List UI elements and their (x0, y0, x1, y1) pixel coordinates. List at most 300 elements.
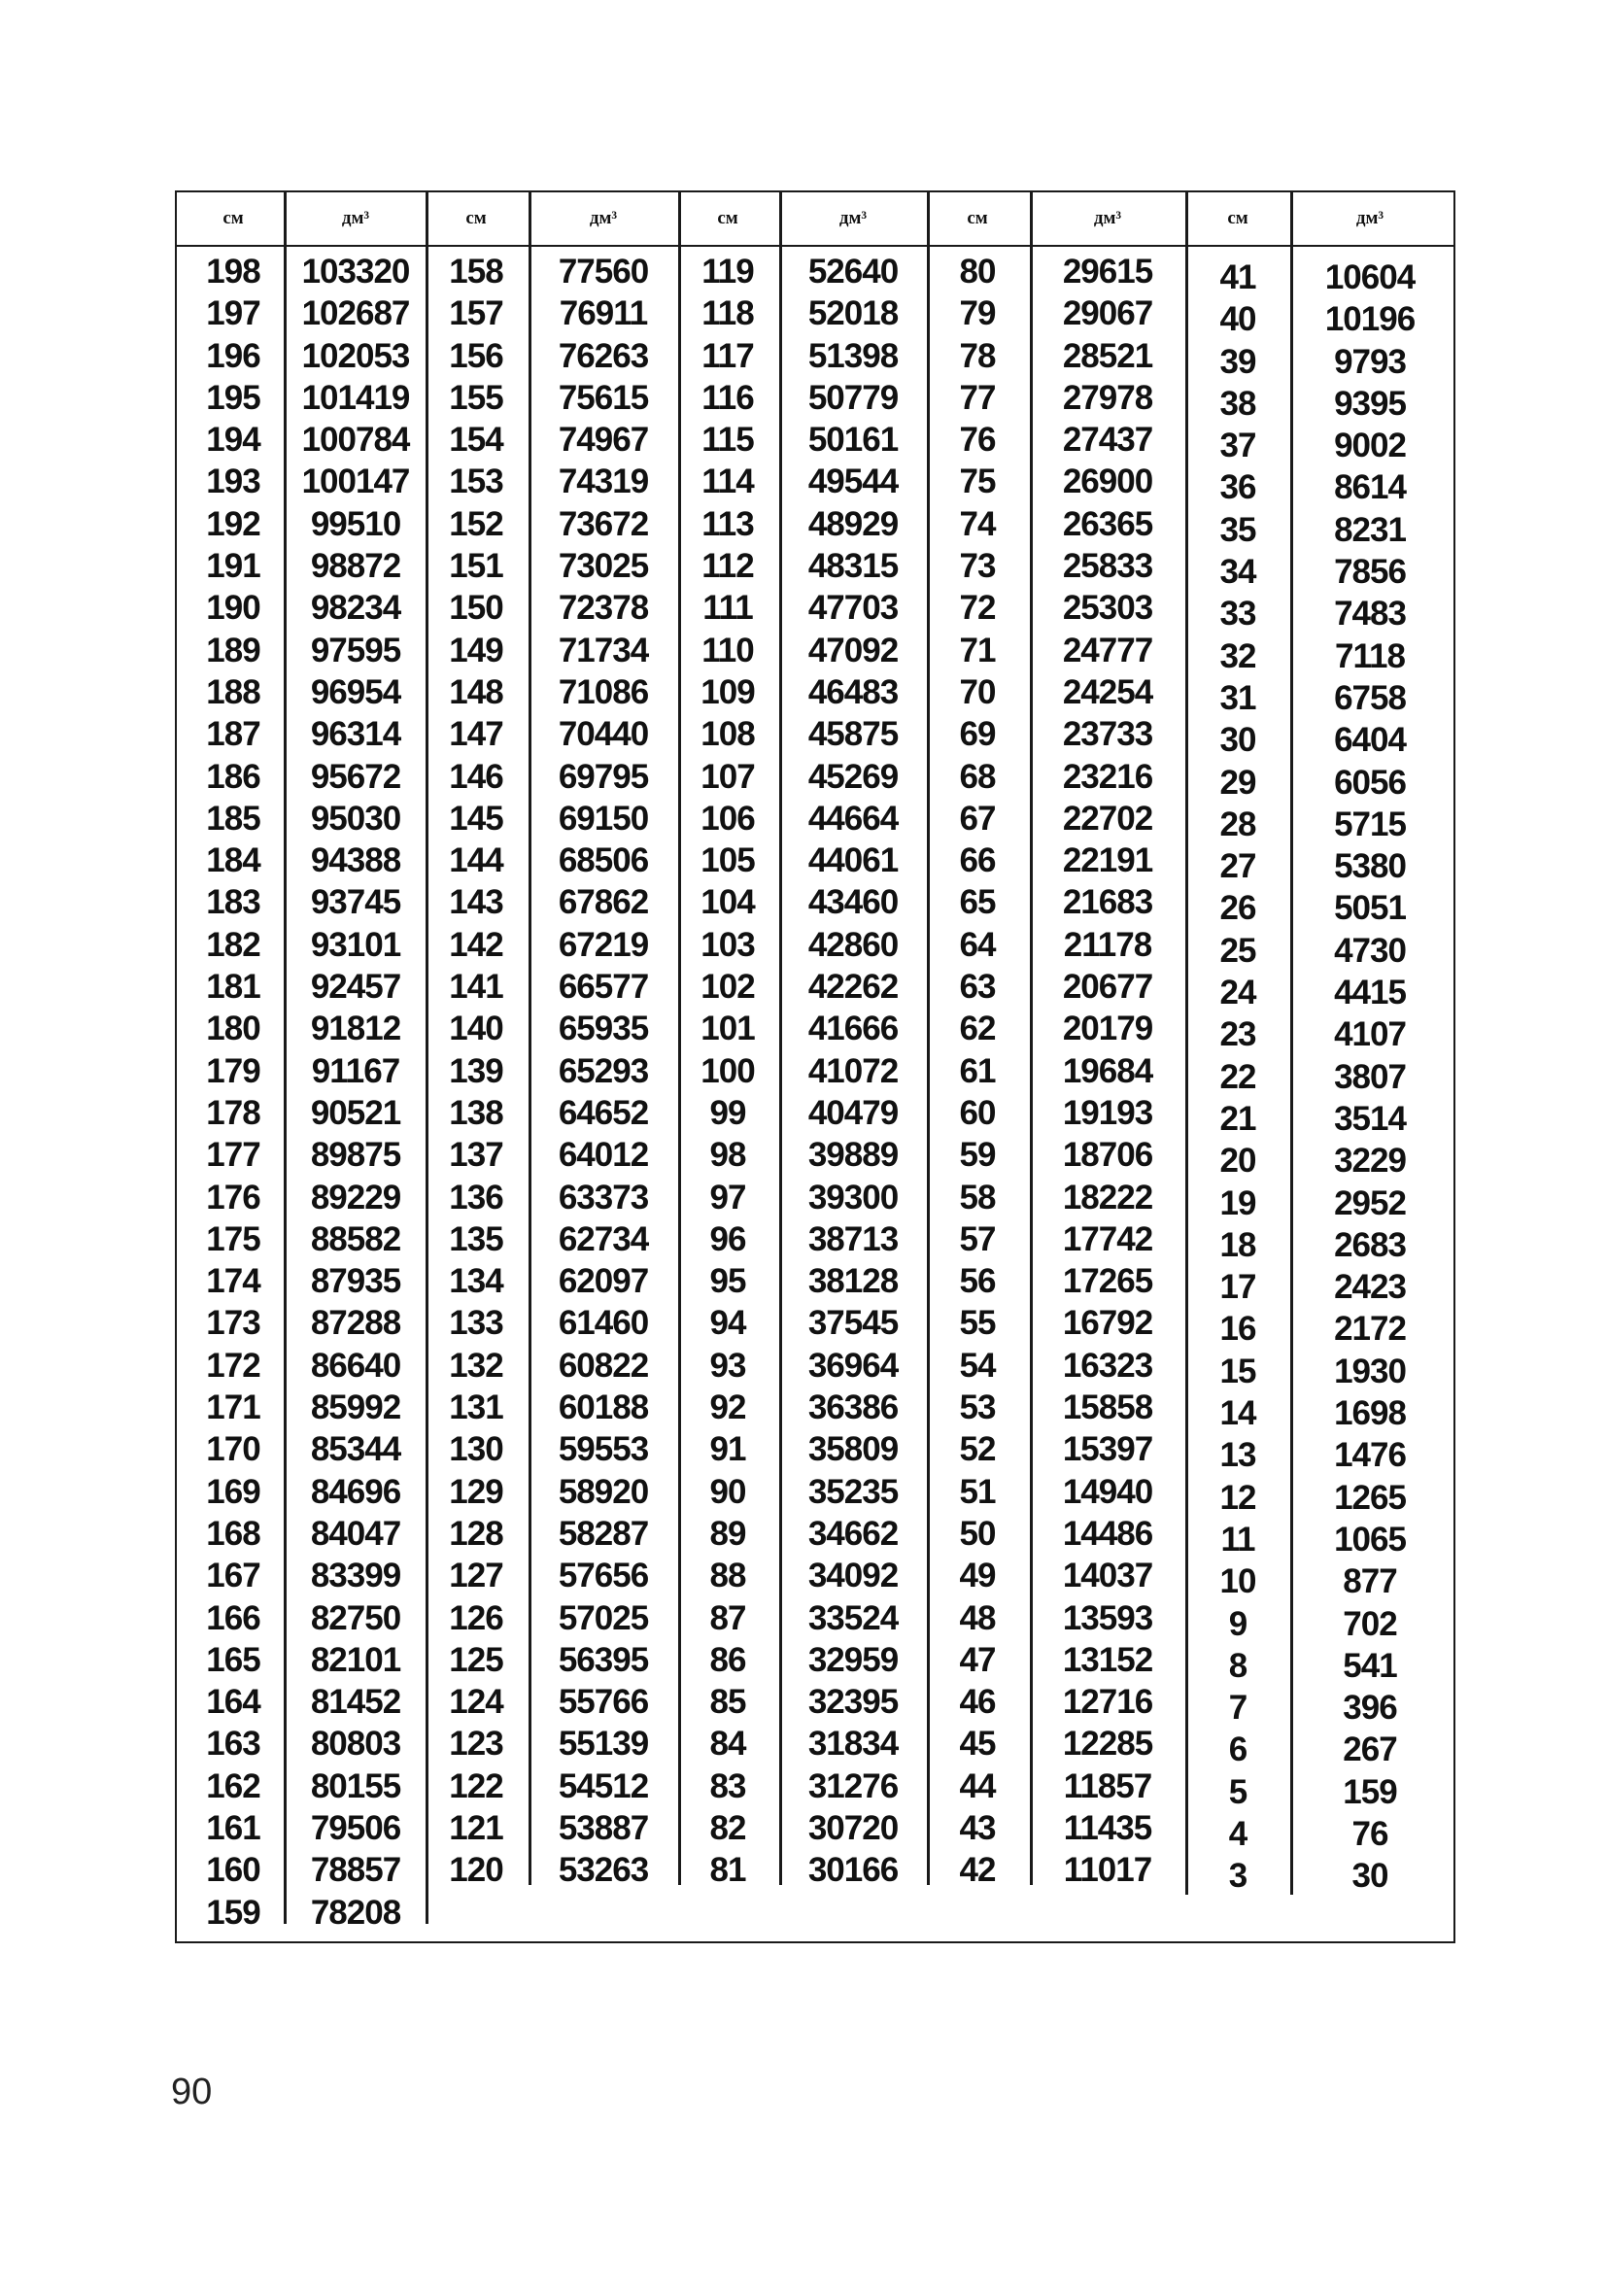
height-cm-cell: 100 (700, 1051, 755, 1090)
height-cm-cell: 72 (959, 589, 996, 628)
height-cm-cell: 40 (1219, 300, 1256, 339)
height-cm-cell: 149 (449, 631, 503, 669)
volume-dm3-cell: 44061 (807, 841, 899, 880)
height-cm-cell: 169 (206, 1472, 260, 1511)
volume-dm3-cell: 27978 (1062, 378, 1153, 417)
volume-dm3-cell: 78208 (310, 1893, 401, 1932)
height-cm-cell: 30 (1219, 721, 1256, 760)
volume-dm3-cell: 90521 (310, 1093, 401, 1132)
volume-dm3-cell: 10196 (1324, 300, 1416, 339)
height-cm-cell: 174 (206, 1262, 260, 1301)
volume-dm3-cell: 39889 (807, 1136, 899, 1175)
volume-dm3-cell: 1265 (1334, 1478, 1406, 1517)
height-cm-cell: 111 (702, 589, 753, 628)
height-cm-cell: 138 (449, 1093, 503, 1132)
height-cm-cell: 104 (700, 883, 755, 922)
header-cm-5: см (1227, 208, 1248, 228)
volume-dm3-cell: 70440 (558, 715, 649, 754)
height-cm-cell: 5 (1228, 1772, 1247, 1811)
height-cm-cell: 113 (701, 504, 754, 543)
height-cm-cell: 154 (449, 421, 503, 460)
volume-dm3-cell: 76911 (559, 294, 648, 333)
height-cm-cell: 3 (1228, 1857, 1247, 1896)
volume-dm3-cell: 46483 (807, 672, 899, 711)
volume-dm3-cell: 18222 (1062, 1178, 1153, 1217)
volume-dm3-cell: 68506 (558, 841, 649, 880)
volume-dm3-cell: 1698 (1334, 1394, 1406, 1433)
volume-dm3-cell: 87935 (310, 1262, 401, 1301)
volume-dm3-cell: 67862 (558, 883, 649, 922)
volume-dm3-cell: 63373 (558, 1178, 649, 1217)
height-cm-cell: 33 (1219, 595, 1256, 634)
dm3-column-4 (1032, 251, 1183, 1892)
height-cm-cell: 99 (709, 1093, 746, 1132)
height-cm-cell: 155 (449, 378, 503, 417)
height-cm-cell: 96 (709, 1219, 746, 1258)
volume-dm3-cell: 60822 (558, 1346, 649, 1385)
volume-dm3-cell: 91167 (311, 1051, 400, 1090)
height-cm-cell: 145 (449, 799, 503, 838)
height-cm-cell: 137 (449, 1136, 503, 1175)
volume-dm3-cell: 57656 (558, 1557, 649, 1595)
volume-dm3-cell: 38128 (807, 1262, 899, 1301)
height-cm-cell: 54 (959, 1346, 996, 1385)
volume-dm3-cell: 89229 (310, 1178, 401, 1217)
volume-dm3-cell: 60188 (558, 1388, 649, 1427)
height-cm-cell: 38 (1219, 384, 1256, 423)
volume-dm3-cell: 101419 (301, 378, 410, 417)
volume-dm3-cell: 19684 (1062, 1051, 1153, 1090)
height-cm-cell: 134 (449, 1262, 503, 1301)
volume-dm3-cell: 52018 (807, 294, 899, 333)
height-cm-cell: 136 (449, 1178, 503, 1217)
volume-dm3-cell: 14940 (1062, 1472, 1153, 1511)
height-cm-cell: 195 (206, 378, 260, 417)
volume-dm3-cell: 6758 (1334, 678, 1406, 717)
volume-dm3-cell: 91812 (310, 1010, 401, 1048)
height-cm-cell: 119 (701, 253, 754, 291)
volume-dm3-cell: 53887 (558, 1808, 649, 1847)
height-cm-cell: 53 (959, 1388, 996, 1427)
height-cm-cell: 78 (959, 336, 996, 375)
volume-dm3-cell: 66577 (558, 968, 649, 1007)
height-cm-cell: 44 (959, 1766, 996, 1805)
height-cm-cell: 142 (449, 925, 503, 964)
height-cm-cell: 82 (709, 1808, 746, 1847)
volume-dm3-cell: 32395 (807, 1683, 899, 1722)
volume-dm3-cell: 19193 (1062, 1093, 1153, 1132)
height-cm-cell: 69 (959, 715, 996, 754)
volume-dm3-cell: 1065 (1334, 1520, 1406, 1559)
height-cm-cell: 17 (1219, 1268, 1256, 1307)
height-cm-cell: 184 (206, 841, 260, 880)
volume-dm3-cell: 7856 (1334, 553, 1406, 592)
volume-dm3-cell: 55766 (558, 1683, 649, 1722)
height-cm-cell: 140 (449, 1010, 503, 1048)
height-cm-cell: 167 (206, 1557, 260, 1595)
volume-dm3-cell: 10604 (1324, 258, 1416, 296)
height-cm-cell: 15 (1219, 1352, 1256, 1390)
volume-dm3-cell: 44664 (807, 799, 899, 838)
volume-dm3-cell: 93745 (310, 883, 401, 922)
volume-dm3-cell: 81452 (310, 1683, 401, 1722)
height-cm-cell: 143 (449, 883, 503, 922)
volume-dm3-cell: 25833 (1062, 547, 1153, 586)
volume-dm3-cell: 23216 (1062, 757, 1153, 796)
height-cm-cell: 67 (959, 799, 996, 838)
volume-dm3-cell: 48315 (807, 547, 899, 586)
dm3-column-3 (781, 251, 925, 1892)
height-cm-cell: 173 (206, 1304, 260, 1343)
volume-dm3-cell: 55139 (558, 1725, 649, 1764)
volume-dm3-cell: 159 (1343, 1772, 1397, 1811)
volume-dm3-cell: 47092 (807, 631, 899, 669)
volume-dm3-cell: 22191 (1062, 841, 1153, 880)
height-cm-cell: 160 (206, 1851, 260, 1890)
height-cm-cell: 70 (959, 672, 996, 711)
volume-dm3-cell: 14037 (1062, 1557, 1153, 1595)
height-cm-cell: 102 (700, 968, 755, 1007)
height-cm-cell: 34 (1219, 553, 1256, 592)
height-cm-cell: 130 (449, 1430, 503, 1469)
height-cm-cell: 32 (1219, 636, 1256, 675)
height-cm-cell: 29 (1219, 763, 1256, 802)
height-cm-cell: 179 (206, 1051, 260, 1090)
height-cm-cell: 75 (959, 463, 996, 501)
volume-dm3-cell: 59553 (558, 1430, 649, 1469)
cm-column-1 (185, 251, 282, 1934)
volume-dm3-cell: 4415 (1334, 974, 1406, 1012)
volume-dm3-cell: 48929 (807, 504, 899, 543)
height-cm-cell: 36 (1219, 468, 1256, 507)
height-cm-cell: 23 (1219, 1015, 1256, 1054)
volume-dm3-cell: 50779 (807, 378, 899, 417)
volume-dm3-cell: 58920 (558, 1472, 649, 1511)
height-cm-cell: 14 (1219, 1394, 1256, 1433)
volume-dm3-cell: 85992 (310, 1388, 401, 1427)
height-cm-cell: 170 (206, 1430, 260, 1469)
height-cm-cell: 146 (449, 757, 503, 796)
height-cm-cell: 84 (709, 1725, 746, 1764)
volume-dm3-cell: 100147 (301, 463, 410, 501)
height-cm-cell: 129 (449, 1472, 503, 1511)
volume-dm3-cell: 100784 (301, 421, 410, 460)
height-cm-cell: 105 (700, 841, 755, 880)
height-cm-cell: 135 (449, 1219, 503, 1258)
volume-dm3-cell: 32959 (807, 1640, 899, 1679)
volume-dm3-cell: 80155 (310, 1766, 401, 1805)
volume-dm3-cell: 42860 (807, 925, 899, 964)
volume-dm3-cell: 26900 (1062, 463, 1153, 501)
height-cm-cell: 159 (206, 1893, 260, 1932)
volume-dm3-cell: 75615 (558, 378, 649, 417)
height-cm-cell: 64 (959, 925, 996, 964)
height-cm-cell: 31 (1219, 678, 1256, 717)
volume-dm3-cell: 61460 (558, 1304, 649, 1343)
height-cm-cell: 189 (206, 631, 260, 669)
height-cm-cell: 157 (449, 294, 503, 333)
volume-dm3-cell: 37545 (807, 1304, 899, 1343)
volume-dm3-cell: 4107 (1334, 1015, 1406, 1054)
volume-dm3-cell: 29067 (1062, 294, 1153, 333)
height-cm-cell: 103 (700, 925, 755, 964)
height-cm-cell: 49 (959, 1557, 996, 1595)
height-cm-cell: 125 (449, 1640, 503, 1679)
header-dm3-1: дм³ (341, 208, 370, 228)
volume-dm3-cell: 86640 (310, 1346, 401, 1385)
height-cm-cell: 61 (959, 1051, 996, 1090)
height-cm-cell: 109 (700, 672, 755, 711)
height-cm-cell: 101 (700, 1010, 755, 1048)
height-cm-cell: 42 (959, 1851, 996, 1890)
volume-dm3-cell: 15397 (1062, 1430, 1153, 1469)
height-cm-cell: 182 (206, 925, 260, 964)
volume-dm3-cell: 50161 (807, 421, 899, 460)
dm3-column-1 (286, 251, 426, 1934)
height-cm-cell: 123 (449, 1725, 503, 1764)
height-cm-cell: 86 (709, 1640, 746, 1679)
volume-dm3-cell: 11017 (1063, 1851, 1152, 1890)
volume-dm3-cell: 20179 (1062, 1010, 1153, 1048)
cm-column-5 (1187, 257, 1288, 1898)
height-cm-cell: 48 (959, 1598, 996, 1637)
volume-dm3-cell: 21178 (1063, 925, 1152, 964)
height-cm-cell: 177 (206, 1136, 260, 1175)
volume-dm3-cell: 79506 (310, 1808, 401, 1847)
volume-dm3-cell: 5051 (1334, 889, 1406, 928)
height-cm-cell: 28 (1219, 805, 1256, 843)
height-cm-cell: 7 (1228, 1689, 1247, 1728)
height-cm-cell: 175 (206, 1219, 260, 1258)
volume-dm3-cell: 94388 (310, 841, 401, 880)
height-cm-cell: 66 (959, 841, 996, 880)
height-cm-cell: 163 (206, 1725, 260, 1764)
volume-dm3-cell: 3807 (1334, 1057, 1406, 1096)
volume-dm3-cell: 77560 (558, 253, 649, 291)
volume-dm3-cell: 89875 (310, 1136, 401, 1175)
height-cm-cell: 139 (449, 1051, 503, 1090)
volume-dm3-cell: 25303 (1062, 589, 1153, 628)
volume-dm3-cell: 29615 (1062, 253, 1153, 291)
height-cm-cell: 60 (959, 1093, 996, 1132)
height-cm-cell: 147 (449, 715, 503, 754)
volume-dm3-cell: 2683 (1334, 1225, 1406, 1264)
volume-dm3-cell: 24254 (1062, 672, 1153, 711)
height-cm-cell: 120 (449, 1851, 503, 1890)
volume-dm3-cell: 36386 (807, 1388, 899, 1427)
volume-dm3-cell: 38713 (807, 1219, 899, 1258)
volume-dm3-cell: 33524 (807, 1598, 899, 1637)
volume-dm3-cell: 85344 (310, 1430, 401, 1469)
height-cm-cell: 39 (1219, 342, 1256, 381)
height-cm-cell: 121 (449, 1808, 503, 1847)
height-cm-cell: 18 (1219, 1225, 1256, 1264)
height-cm-cell: 162 (206, 1766, 260, 1805)
height-cm-cell: 65 (959, 883, 996, 922)
height-cm-cell: 132 (449, 1346, 503, 1385)
height-cm-cell: 98 (709, 1136, 746, 1175)
volume-dm3-cell: 16323 (1062, 1346, 1153, 1385)
volume-dm3-cell: 62097 (558, 1262, 649, 1301)
volume-dm3-cell: 83399 (310, 1557, 401, 1595)
volume-dm3-cell: 6056 (1334, 763, 1406, 802)
height-cm-cell: 73 (959, 547, 996, 586)
height-cm-cell: 43 (959, 1808, 996, 1847)
volume-dm3-cell: 103320 (301, 253, 410, 291)
volume-dm3-cell: 30 (1351, 1857, 1388, 1896)
volume-dm3-cell: 28521 (1062, 336, 1153, 375)
height-cm-cell: 6 (1228, 1731, 1247, 1769)
volume-dm3-cell: 95672 (310, 757, 401, 796)
height-cm-cell: 106 (700, 799, 755, 838)
header-dm3-3: дм³ (838, 208, 868, 228)
volume-dm3-cell: 73672 (558, 504, 649, 543)
height-cm-cell: 76 (959, 421, 996, 460)
volume-dm3-cell: 4730 (1334, 931, 1406, 970)
header-cm-3: см (717, 208, 738, 228)
volume-dm3-cell: 71086 (558, 672, 649, 711)
height-cm-cell: 57 (959, 1219, 996, 1258)
height-cm-cell: 188 (206, 672, 260, 711)
volume-dm3-cell: 40479 (807, 1093, 899, 1132)
height-cm-cell: 165 (206, 1640, 260, 1679)
volume-dm3-cell: 12716 (1062, 1683, 1153, 1722)
volume-dm3-cell: 71734 (558, 631, 649, 669)
height-cm-cell: 168 (206, 1514, 260, 1553)
height-cm-cell: 68 (959, 757, 996, 796)
volume-dm3-cell: 2423 (1334, 1268, 1406, 1307)
height-cm-cell: 117 (701, 336, 754, 375)
volume-dm3-cell: 84696 (310, 1472, 401, 1511)
height-cm-cell: 46 (959, 1683, 996, 1722)
volume-dm3-cell: 87288 (310, 1304, 401, 1343)
height-cm-cell: 152 (449, 504, 503, 543)
volume-dm3-cell: 42262 (807, 968, 899, 1007)
height-cm-cell: 131 (449, 1388, 503, 1427)
header-dm3-5: дм³ (1355, 208, 1384, 228)
volume-table (175, 190, 1455, 1943)
height-cm-cell: 153 (449, 463, 503, 501)
header-dm3-2: дм³ (589, 208, 618, 228)
height-cm-cell: 180 (206, 1010, 260, 1048)
cm-column-2 (426, 251, 527, 1892)
volume-dm3-cell: 3514 (1334, 1099, 1406, 1138)
header-cm-4: см (967, 208, 988, 228)
height-cm-cell: 22 (1219, 1057, 1256, 1096)
volume-dm3-cell: 57025 (558, 1598, 649, 1637)
height-cm-cell: 148 (449, 672, 503, 711)
height-cm-cell: 13 (1219, 1436, 1256, 1475)
volume-dm3-cell: 1476 (1334, 1436, 1406, 1475)
volume-dm3-cell: 65293 (558, 1051, 649, 1090)
height-cm-cell: 71 (959, 631, 996, 669)
height-cm-cell: 107 (700, 757, 755, 796)
volume-dm3-cell: 76 (1351, 1814, 1388, 1853)
volume-dm3-cell: 56395 (558, 1640, 649, 1679)
table-header-row (177, 192, 1453, 247)
height-cm-cell: 19 (1219, 1183, 1256, 1222)
height-cm-cell: 25 (1219, 931, 1256, 970)
height-cm-cell: 88 (709, 1557, 746, 1595)
volume-dm3-cell: 84047 (310, 1514, 401, 1553)
header-cm-2: см (465, 208, 487, 228)
volume-dm3-cell: 34662 (807, 1514, 899, 1553)
volume-dm3-cell: 82101 (310, 1640, 401, 1679)
volume-dm3-cell: 98234 (310, 589, 401, 628)
volume-dm3-cell: 78857 (310, 1851, 401, 1890)
volume-dm3-cell: 80803 (310, 1725, 401, 1764)
volume-dm3-cell: 7118 (1335, 636, 1405, 675)
volume-dm3-cell: 16792 (1062, 1304, 1153, 1343)
height-cm-cell: 178 (206, 1093, 260, 1132)
height-cm-cell: 20 (1219, 1142, 1256, 1181)
volume-dm3-cell: 24777 (1062, 631, 1153, 669)
volume-dm3-cell: 69150 (558, 799, 649, 838)
height-cm-cell: 77 (959, 378, 996, 417)
height-cm-cell: 92 (709, 1388, 746, 1427)
height-cm-cell: 161 (206, 1808, 260, 1847)
volume-dm3-cell: 102053 (301, 336, 410, 375)
volume-dm3-cell: 3229 (1334, 1142, 1406, 1181)
volume-dm3-cell: 7483 (1334, 595, 1406, 634)
header-cm-1: см (222, 208, 244, 228)
height-cm-cell: 110 (701, 631, 754, 669)
height-cm-cell: 16 (1219, 1310, 1256, 1349)
volume-dm3-cell: 45875 (807, 715, 899, 754)
height-cm-cell: 63 (959, 968, 996, 1007)
height-cm-cell: 95 (709, 1262, 746, 1301)
height-cm-cell: 197 (206, 294, 260, 333)
height-cm-cell: 187 (206, 715, 260, 754)
height-cm-cell: 80 (959, 253, 996, 291)
height-cm-cell: 87 (709, 1598, 746, 1637)
height-cm-cell: 24 (1219, 974, 1256, 1012)
volume-dm3-cell: 51398 (807, 336, 899, 375)
height-cm-cell: 56 (959, 1262, 996, 1301)
volume-dm3-cell: 14486 (1062, 1514, 1153, 1553)
height-cm-cell: 108 (700, 715, 755, 754)
volume-dm3-cell: 17265 (1062, 1262, 1153, 1301)
height-cm-cell: 81 (709, 1851, 746, 1890)
height-cm-cell: 171 (206, 1388, 260, 1427)
volume-dm3-cell: 13152 (1062, 1640, 1153, 1679)
height-cm-cell: 176 (206, 1178, 260, 1217)
volume-dm3-cell: 41072 (807, 1051, 899, 1090)
volume-dm3-cell: 541 (1343, 1646, 1397, 1685)
volume-dm3-cell: 15858 (1062, 1388, 1153, 1427)
height-cm-cell: 58 (959, 1178, 996, 1217)
volume-dm3-cell: 21683 (1062, 883, 1153, 922)
volume-dm3-cell: 20677 (1062, 968, 1153, 1007)
volume-dm3-cell: 11435 (1063, 1808, 1152, 1847)
height-cm-cell: 191 (206, 547, 260, 586)
height-cm-cell: 85 (709, 1683, 746, 1722)
volume-dm3-cell: 39300 (807, 1178, 899, 1217)
height-cm-cell: 127 (449, 1557, 503, 1595)
volume-dm3-cell: 6404 (1334, 721, 1406, 760)
volume-dm3-cell: 396 (1343, 1689, 1397, 1728)
volume-dm3-cell: 76263 (558, 336, 649, 375)
height-cm-cell: 158 (449, 253, 503, 291)
volume-dm3-cell: 74319 (558, 463, 649, 501)
volume-dm3-cell: 45269 (807, 757, 899, 796)
height-cm-cell: 150 (449, 589, 503, 628)
cm-column-3 (678, 251, 777, 1892)
volume-dm3-cell: 96314 (310, 715, 401, 754)
volume-dm3-cell: 8231 (1334, 510, 1406, 549)
height-cm-cell: 41 (1219, 258, 1256, 296)
volume-dm3-cell: 54512 (558, 1766, 649, 1805)
